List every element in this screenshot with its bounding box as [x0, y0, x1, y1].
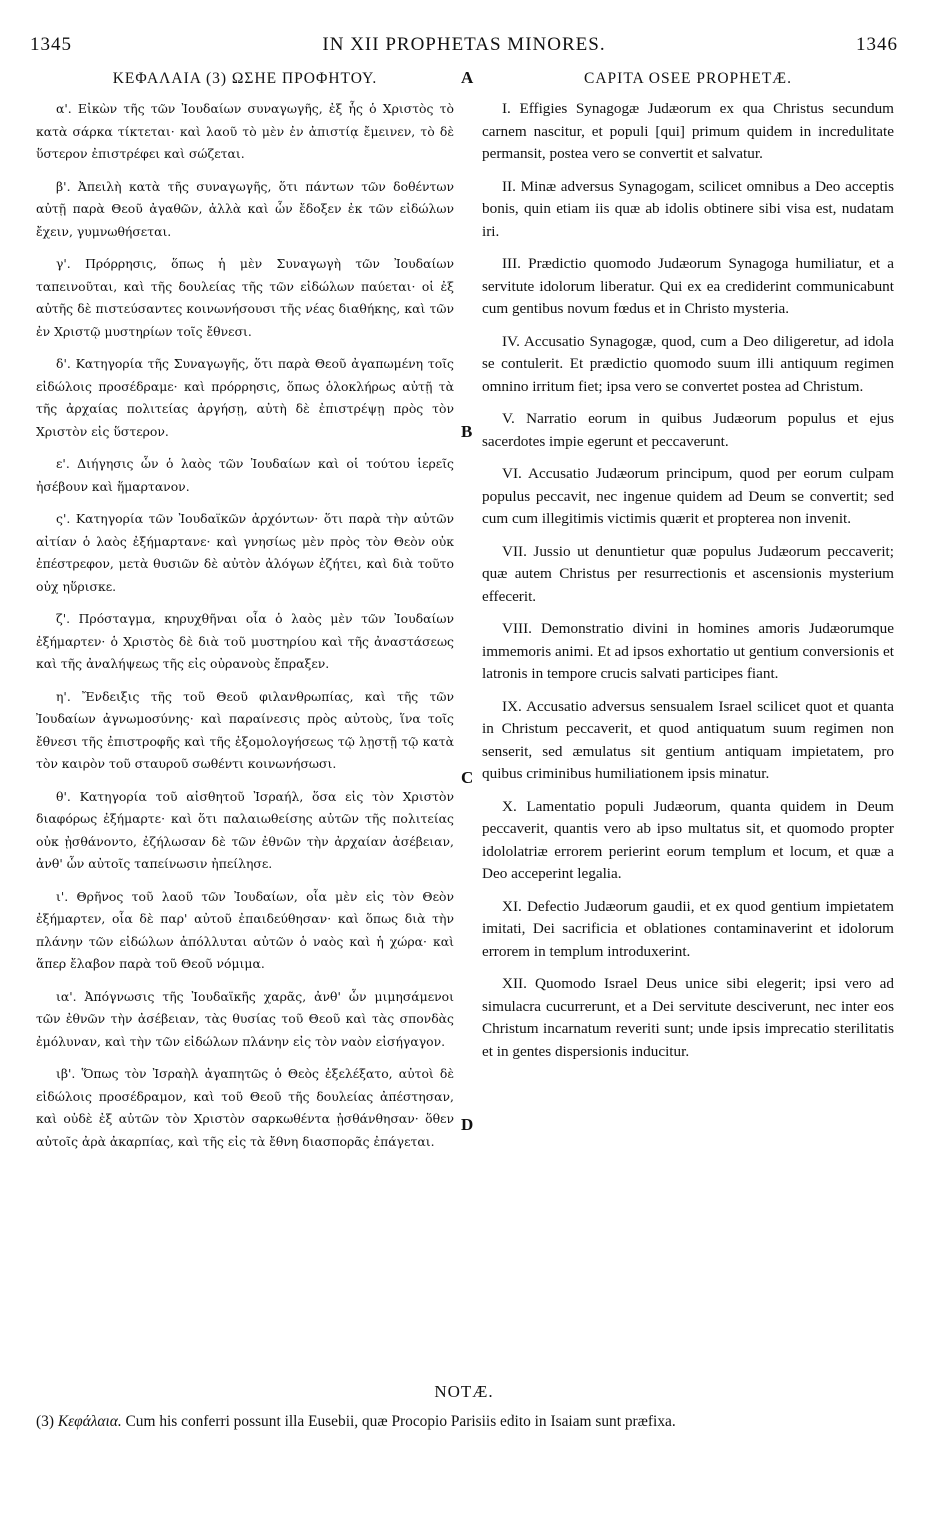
- greek-entry: α'. Εἰκὼν τῆς τῶν Ἰουδαίων συναγωγῆς, ἐξ ἧς ὁ Χριστὸς τὸ κατὰ σάρκα τίκτεται· καὶ λαοῦ τὸ μὲν ἐν ἀπιστίᾳ ἔμεινεν, τὸ δὲ ὕστερον ἐπιστρέφει καὶ σώζεται.: [36, 101, 454, 161]
- latin-entry: VIII. Demonstratio divini in homines amoris Judæorumque immemoris animi. Et ad ipsos exhortatio ut gentium conversionis et latronis in tempore crucis salvati participes fiant.: [482, 620, 894, 682]
- greek-entry: ς'. Κατηγορία τῶν Ἰουδαϊκῶν ἀρχόντων· ὅτι παρὰ τὴν αὐτῶν αἰτίαν ὁ λαὸς ἐξήμαρτανε· καὶ γνησίως μὲν πρὸς τὸν Θεὸν οὐκ ἐπέστρεφον, μετὰ θυσιῶν δὲ αὐτὸν ἀλόγων ἐζήτει, καὶ διὰ τοῦτο οὐχ ηὕρισκε.: [36, 511, 454, 594]
- margin-letter-c: C: [461, 768, 474, 787]
- margin-letter-a: A: [461, 68, 474, 87]
- latin-entry: VII. Jussio ut denuntietur quæ populus Judæorum peccaverit; quæ autem Christus per resurrectionis et ascensionis mysterium effecerit.: [482, 542, 894, 605]
- latin-entry: X. Lamentatio populi Judæorum, quanta quidem in Deum peccaverit, quantis vero ab ipso multatus sit, et quomodo propter idololatriæ errorem perierint eorum templum et locum, et quæ a Deo acceperint legalia.: [482, 797, 894, 882]
- latin-entry: XI. Defectio Judæorum gaudii, et ex quod gentium impietatem imitati, Dei sacrificia et oblationes contaminaverint et idolorum errorem in templum introduxerint.: [482, 897, 894, 960]
- greek-column-title: ΚΕΦΑΛΑΙΑ (3) ΩΣΗΕ ΠΡΟΦΗΤΟΥ.: [112, 70, 378, 87]
- greek-entry: γ'. Πρόρρησις, ὅπως ἡ μὲν Συναγωγὴ τῶν Ἰουδαίων ταπεινοῦται, καὶ τῆς δουλείας τῆς τῶν εἰδώλων παύεται· οἱ ἐξ αὐτῆς δὲ πιστεύσαντες κοινωνήσουσι τῆς νέας διαθήκης, καὶ τῶν ἐν Χριστῷ μυστηρίων τοῖς ἔθνεσι.: [36, 256, 454, 339]
- running-title: IN XII PROPHETAS MINORES.: [322, 34, 606, 55]
- notes-title: NOTÆ.: [434, 1382, 494, 1401]
- greek-entry: ια'. Ἀπόγνωσις τῆς Ἰουδαϊκῆς χαρᾶς, ἀνθ' ὧν μιμησάμενοι τῶν ἐθνῶν τὴν ἀσέβειαν, τὰς θυσίας τοῦ Θεοῦ καὶ τὰς σπονδὰς ἐμόλυναν, καὶ τὴν τῶν εἰδώλων πλάνην εἰς τὸν ναὸν εἰσήγαγον.: [36, 988, 454, 1049]
- margin-letter-d: D: [461, 1115, 474, 1134]
- latin-entry: IV. Accusatio Synagogæ, quod, cum a Deo diligeretur, ad idola se contulerit. Et prædictio quomodo suum illi antiquum regimen omnino irritum fiet; ipsa vero se convertet postea ad Christum.: [482, 332, 894, 395]
- latin-entry: IX. Accusatio adversus sensualem Israel scilicet quot et quanta in Christum peccaverit, et quod antiquatum suum regimen non senserit, sed æmulatus sit gentium antiquam impietatem, pro quibus criminibus humiliationem ipsis minatur.: [482, 697, 894, 782]
- latin-entry: II. Minæ adversus Synagogam, scilicet omnibus a Deo acceptis bonis, quin etiam iis quæ ab idolis obtinere sibi visa est, nudatam iri.: [482, 177, 894, 240]
- page-number-right: 1346: [856, 34, 898, 55]
- margin-letter-b: B: [461, 422, 473, 441]
- latin-entry: XII. Quomodo Israel Deus unice sibi elegerit; ipsi vero ad simulacra cucurrerunt, et a Dei servitute desciverunt, nec inter eos Christum incarnatum reveriti sunt; unde ipsis imprecatio sterilitatis et in gentes dispersionis inducitur.: [482, 975, 894, 1060]
- footnote: [36, 1412, 892, 1432]
- latin-entry: I. Effigies Synagogæ Judæorum ex qua Christus secundum carnem nascitur, et populi [qui] primum quidem in incredulitate permansit, postea vero se convertit et salvatur.: [482, 100, 894, 162]
- greek-entry: θ'. Κατηγορία τοῦ αἰσθητοῦ Ἰσραήλ, ὅσα εἰς τὸν Χριστὸν διαφόρως ἐξήμαρτε· καὶ ὅτι παλαιωθείσης αὐτῶν τῆς πολιτείας οὐκ ᾐσθάνοντο, ἐζήλωσαν δὲ τῶν ἐθνῶν τὴν ἀρχαίαν ἀσέβειαν, ἀνθ' ὧν αὐτοῖς ταπείνωσιν ἠπείλησε.: [36, 788, 454, 871]
- greek-entry: η'. Ἔνδειξις τῆς τοῦ Θεοῦ φιλανθρωπίας, καὶ τῆς τῶν Ἰουδαίων ἀγνωμοσύνης· καὶ παραίνεσις πρὸς αὐτοὺς, ἵνα τοῖς ἔθνεσι τῆς ἐπιστροφῆς καὶ τῆς ἐξομολογήσεως τῷ λῃστῇ τῷ κατὰ τὸν καιρὸν τοῦ σταυροῦ σωθέντι κοινωνήσωσι.: [36, 688, 454, 771]
- latin-column: [482, 70, 894, 1073]
- greek-entry: β'. Ἀπειλὴ κατὰ τῆς συναγωγῆς, ὅτι πάντων τῶν δοθέντων αὐτῇ παρὰ Θεοῦ ἀγαθῶν, ἀλλὰ καὶ ὧν ἔδοξεν ἐκ τῶν εἰδώλων ἔχειν, γυμνωθήσεται.: [36, 178, 454, 239]
- greek-entry: ζ'. Πρόσταγμα, κηρυχθῆναι οἷα ὁ λαὸς μὲν τῶν Ἰουδαίων ἐξήμαρτεν· ὁ Χριστὸς δὲ διὰ τοῦ μυστηρίου καὶ τῆς ἀναστάσεως καὶ τῆς ἀναλήψεως τῆς εἰς οὐρανοὺς ἔπραξεν.: [36, 611, 454, 671]
- latin-column-title: CAPITA OSEE PROPHETÆ.: [584, 70, 792, 87]
- latin-entry: III. Prædictio quomodo Judæorum Synagoga humiliatur, et a servitute idolorum liberatur. Qui ex ea crediderint communicabunt cum gentibus novum fœdus et in Christo mysteria.: [482, 255, 894, 317]
- footnote-keyword: Κεφάλαια.: [57, 1413, 122, 1430]
- greek-entry: δ'. Κατηγορία τῆς Συναγωγῆς, ὅτι παρὰ Θεοῦ ἀγαπωμένη τοῖς εἰδώλοις προσέδραμε· καὶ πρόρρησις, ὅπως ὁλοκλήρως αὐτῇ τὰ τῆς ἀρχαίας πολιτείας ἀργήσῃ, αὐτὴ δὲ ἐπιστρέψῃ πρὸς τὸν Χριστὸν εἰς ὕστερον.: [36, 356, 454, 439]
- notes-section: [36, 1382, 892, 1432]
- greek-entry: ε'. Διήγησις ὧν ὁ λαὸς τῶν Ἰουδαίων καὶ οἱ τούτου ἱερεῖς ἠσέβουν καὶ ἥμαρτανον.: [36, 456, 454, 494]
- latin-entry: V. Narratio eorum in quibus Judæorum populus et ejus sacerdotes impie egerunt et peccaverunt.: [482, 410, 894, 450]
- greek-entry: ιβ'. Ὅπως τὸν Ἰσραὴλ ἀγαπητῶς ὁ Θεὸς ἐξελέξατο, αὐτοὶ δὲ εἰδώλοις προσέδραμον, καὶ τοῦ Θεοῦ τῆς δουλείας ἀπέστησαν, καὶ οὐδὲ ἐξ αὐτῶν τὸν Χριστὸν σαρκωθέντα ᾐσθάνθησαν· ὅθεν αὐτοῖς ἀρὰ ἀκαρπίας, καὶ τῆς εἰς τὰ ἔθνη διασπορᾶς ἐπάγεται.: [36, 1066, 454, 1149]
- page-number-left: 1345: [30, 34, 72, 55]
- latin-entry: VI. Accusatio Judæorum principum, quod per eorum culpam populus peccavit, nec ingenue quidem ad Deum se convertit; sed cum cum illegitimis victimis quærit et propterea non invenit.: [482, 465, 894, 527]
- greek-column: [36, 70, 454, 1163]
- running-head: [30, 34, 898, 58]
- greek-entry: ι'. Θρῆνος τοῦ λαοῦ τῶν Ἰουδαίων, οἷα μὲν εἰς τὸν Θεὸν ἐξήμαρτεν, οἷα δὲ παρ' αὐτοῦ ἐπαιδεύθησαν· καὶ ὅπως διὰ τὴν πλάνην τῶν εἰδώλων ἀπόλλυται αὐτῶν ὁ ναὸς καὶ ἡ χώρα· καὶ ἅπερ ἔλαβον παρὰ τοῦ Θεοῦ νόμιμα.: [36, 888, 454, 971]
- footnote-marker: (3): [36, 1413, 54, 1430]
- footnote-text: Cum his conferri possunt illa Eusebii, quæ Procopio Parisiis edito in Isaiam sunt præfixa.: [125, 1413, 676, 1430]
